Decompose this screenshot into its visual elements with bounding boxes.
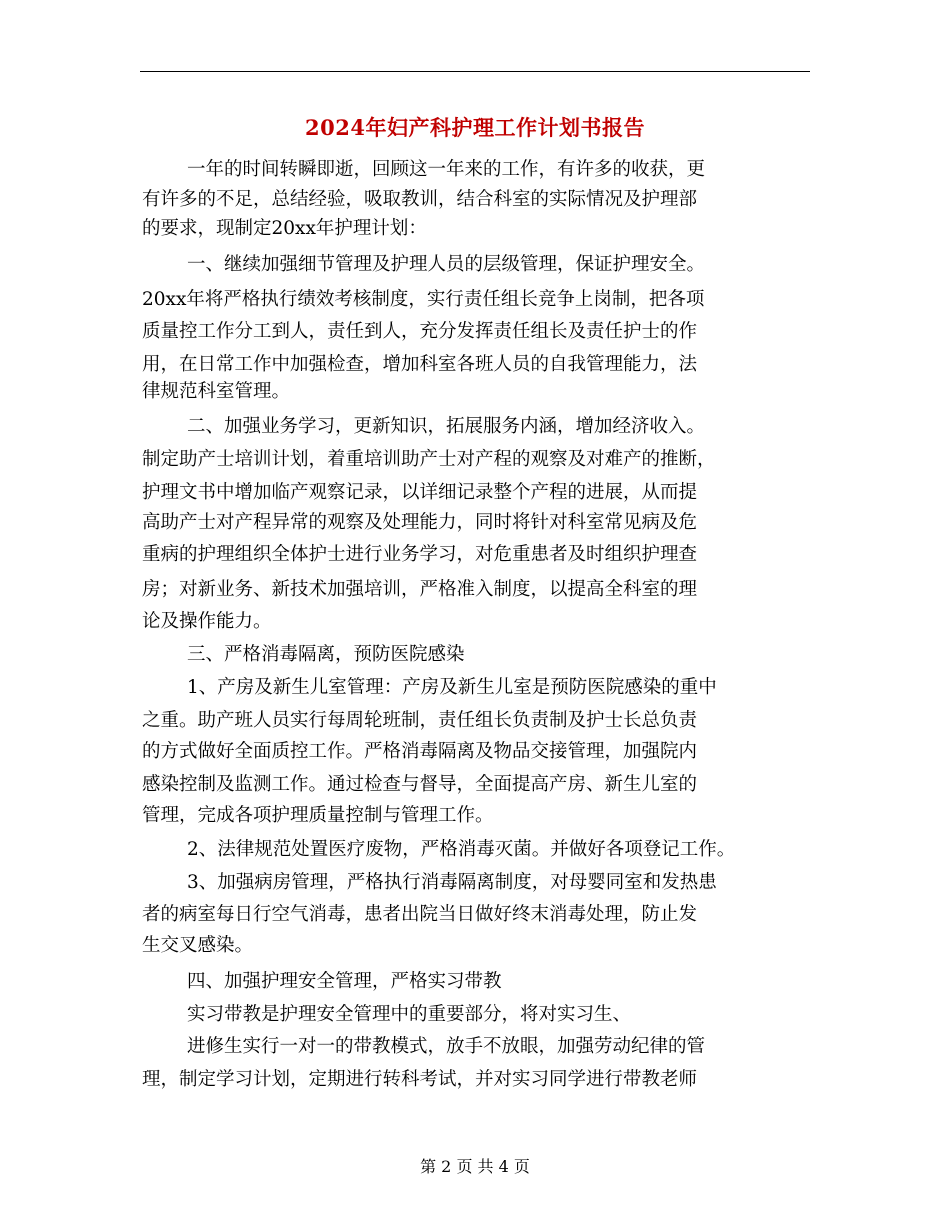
text-line: 有许多的不足，总结经验，吸取教训，结合科室的实际情况及护理部: [142, 189, 698, 210]
text-line: 论及操作能力。: [142, 611, 272, 632]
text-line: 2、法律规范处置医疗废物，严格消毒灭菌。并做好各项登记工作。: [187, 839, 736, 860]
text-line: 感染控制及监测工作。通过检查与督导，全面提高产房、新生儿室的: [142, 774, 698, 795]
text-line: 二、加强业务学习，更新知识，拓展服务内涵，增加经济收入。: [187, 416, 706, 437]
header-rule: [140, 71, 810, 72]
text-line: 制定助产士培训计划，着重培训助产士对产程的观察及对难产的推断，: [142, 449, 716, 470]
page-number: 第 2 页 共 4 页: [420, 1157, 530, 1176]
text-line: 房；对新业务、新技术加强培训，严格准入制度，以提高全科室的理: [142, 579, 698, 600]
text-line: 1、产房及新生儿室管理：产房及新生儿室是预防医院感染的重中: [187, 677, 717, 698]
text-line: 护理文书中增加临产观察记录，以详细记录整个产程的进展，从而提: [142, 482, 698, 503]
text-line: 的要求，现制定20xx年护理计划：: [142, 218, 427, 239]
text-line: 律规范科室管理。: [142, 381, 291, 402]
text-line: 理，制定学习计划，定期进行转科考试，并对实习同学进行带教老师: [142, 1069, 698, 1090]
text-line: 实习带教是护理安全管理中的重要部分，将对实习生、: [187, 1004, 632, 1025]
text-line: 四、加强护理安全管理，严格实习带教: [187, 971, 502, 992]
text-line: 重病的护理组织全体护士进行业务学习，对危重患者及时组织护理查: [142, 544, 698, 565]
text-line: 生交叉感染。: [142, 935, 254, 956]
document-title: 2024年妇产科护理工作计划书报告: [305, 115, 645, 140]
text-line: 质量控工作分工到人，责任到人，充分发挥责任组长及责任护士的作: [142, 321, 698, 342]
text-line: 20xx年将严格执行绩效考核制度，实行责任组长竞争上岗制，把各项: [142, 289, 705, 310]
text-line: 高助产士对产程异常的观察及处理能力，同时将针对科室常见病及危: [142, 512, 698, 533]
text-line: 的方式做好全面质控工作。严格消毒隔离及物品交接管理，加强院内: [142, 741, 698, 762]
text-line: 一、继续加强细节管理及护理人员的层级管理，保证护理安全。: [187, 254, 706, 275]
text-line: 之重。助产班人员实行每周轮班制，责任组长负责制及护士长总负责: [142, 710, 698, 731]
text-line: 3、加强病房管理，严格执行消毒隔离制度，对母婴同室和发热患: [187, 872, 717, 893]
text-line: 者的病室每日行空气消毒，患者出院当日做好终末消毒处理，防止发: [142, 904, 698, 925]
text-line: 用，在日常工作中加强检查，增加科室各班人员的自我管理能力，法: [142, 354, 698, 375]
text-line: 进修生实行一对一的带教模式，放手不放眼，加强劳动纪律的管: [187, 1036, 706, 1057]
text-line: 一年的时间转瞬即逝，回顾这一年来的工作，有许多的收获，更: [187, 159, 706, 180]
text-line: 管理，完成各项护理质量控制与管理工作。: [142, 805, 494, 826]
text-line: 三、严格消毒隔离，预防医院感染: [187, 644, 465, 665]
